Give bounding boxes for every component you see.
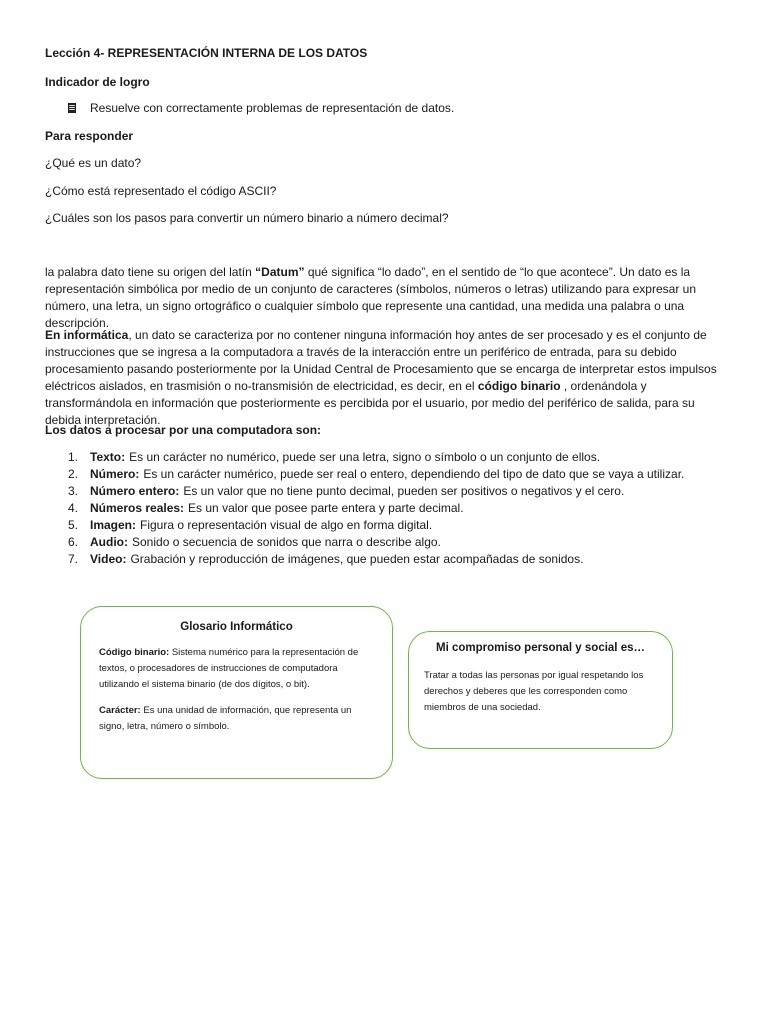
glossary-title: Glosario Informático (180, 621, 293, 633)
informatics-term: En informática (45, 328, 129, 342)
list-item-term: Números reales: (90, 501, 185, 515)
indicator-heading: Indicador de logro (45, 75, 150, 89)
data-types-list (68, 449, 684, 568)
list-item-number: 1. (68, 450, 79, 464)
question-2: ¿Cómo está representado el código ASCII? (45, 184, 277, 198)
glossary-term: Código binario: (99, 647, 170, 658)
paragraph-informatics (45, 327, 723, 429)
list-item-desc: Es un carácter numérico, puede ser real o entero, dependiendo del tipo de dato que se vaya a utilizar. (143, 467, 685, 481)
list-item-term: Audio: (90, 535, 128, 549)
glossary-entry-character (99, 703, 374, 735)
question-3: ¿Cuáles son los pasos para convertir un número binario a número decimal? (45, 211, 449, 225)
list-item-number: 2. (68, 467, 79, 481)
respond-heading: Para responder (45, 129, 134, 143)
list-item-desc: Es un carácter no numérico, puede ser una letra, signo o símbolo o un conjunto de ellos. (129, 450, 601, 464)
list-item-term: Texto: (90, 450, 126, 464)
list-item-number: 4. (68, 501, 79, 515)
data-types-heading: Los datos a procesar por una computadora son: (45, 423, 322, 437)
list-item (68, 500, 684, 517)
paragraph-origin-text: la palabra dato tiene su origen del latín (45, 265, 256, 279)
list-item-term: Imagen: (90, 518, 137, 532)
glossary-term: Carácter: (99, 705, 141, 716)
list-item-number: 3. (68, 484, 79, 498)
question-1: ¿Qué es un dato? (45, 156, 142, 170)
list-item-term: Número: (90, 467, 140, 481)
indicator-item-text: Resuelve con correctamente problemas de representación de datos. (90, 101, 455, 115)
glossary-entry-binary (99, 645, 374, 693)
glossary-definition: Es una unidad de información, que representa un signo, letra, número o símbolo. (99, 705, 352, 732)
list-item-number: 5. (68, 518, 79, 532)
list-item (68, 551, 684, 568)
lesson-title: Lección 4- REPRESENTACIÓN INTERNA DE LOS DATOS (45, 46, 368, 60)
binary-code-term: código binario (477, 379, 561, 393)
list-item (68, 483, 684, 500)
list-item (68, 466, 684, 483)
list-item-desc: Figura o representación visual de algo en forma digital. (140, 518, 433, 532)
paragraph-informatics-end: , ordenándola y transformándola en información que posteriormente es percibida por el usuario, por medio del periférico de salida, para su debida interpretación. (45, 379, 695, 427)
commitment-title: Mi compromiso personal y social es… (436, 642, 645, 654)
list-item-number: 7. (68, 552, 79, 566)
commitment-box (408, 631, 673, 749)
list-item (68, 534, 684, 551)
commitment-text: Tratar a todas las personas por igual respetando los derechos y deberes que les corresponden como miembros de una sociedad. (424, 670, 644, 713)
list-item-number: 6. (68, 535, 79, 549)
list-item-desc: Grabación y reproducción de imágenes, que pueden estar acompañadas de sonidos. (130, 552, 584, 566)
list-item-desc: Es un valor que posee parte entera y parte decimal. (188, 501, 464, 515)
document-bullet-icon (68, 103, 76, 113)
list-item (68, 449, 684, 466)
list-item-desc: Es un valor que no tiene punto decimal, pueden ser positivos o negativos y el cero. (183, 484, 625, 498)
list-item-term: Número entero: (90, 484, 180, 498)
datum-term: “Datum” (255, 265, 305, 279)
indicator-item (68, 101, 454, 115)
paragraph-origin (45, 264, 723, 332)
list-item-term: Video: (90, 552, 127, 566)
glossary-box (80, 606, 393, 779)
glossary-definition: Sistema numérico para la representación de textos, o procesadores de instrucciones de computadora utilizando el sistema binario (de dos dígitos, o bit). (99, 647, 359, 690)
paragraph-origin-rest: qué significa “lo dado”, en el sentido de “lo que acontece”. Un dato es la representación simbólica por medio de un conjunto de caracteres (símbolos, números o letras) utilizando para expresar un número, una letra, un signo ortográfico o cualquier símbolo que represente una cantidad, una medida una palabra o una descripción. (45, 265, 697, 330)
paragraph-informatics-text: , un dato se caracteriza por no contener ninguna información hoy antes de ser procesado y es el conjunto de instrucciones que se ingresa a la computadora a través de la interacción entre un periférico de entrada, para su debido procesamiento pasando posteriormente por la Unidad Central de Procesamiento que se encarga de interpretar estos impulsos eléctricos aislados, en trasmisión o no-transmisión de electricidad, es decir, en el (45, 328, 717, 393)
list-item (68, 517, 684, 534)
list-item-desc: Sonido o secuencia de sonidos que narra o describe algo. (132, 535, 441, 549)
